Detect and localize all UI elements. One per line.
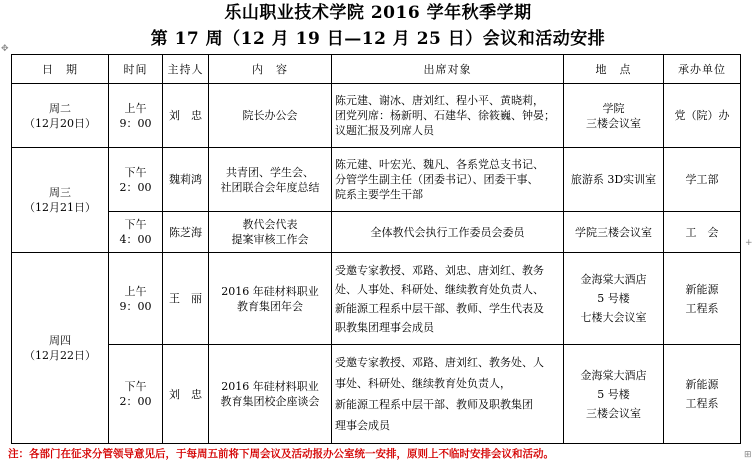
header-attendees: 出席对象 — [332, 55, 564, 84]
header-time: 时间 — [109, 55, 163, 84]
organizer-line: 工程系 — [685, 397, 719, 410]
location-cell — [564, 84, 664, 148]
organizer-line: 工程系 — [685, 301, 719, 315]
content-cell — [209, 148, 332, 212]
content-cell — [209, 345, 332, 444]
host-cell: 魏莉鸿 — [163, 148, 209, 212]
attendees-line: 陈元建、叶宏光、魏凡、各系党总支书记、 — [335, 158, 544, 171]
location-line: 三楼会议室 — [586, 406, 641, 420]
content-line: 提案审核工作会 — [231, 233, 309, 246]
host-cell: 陈芝海 — [163, 212, 209, 253]
location-cell — [564, 253, 664, 345]
organizer-cell — [664, 345, 741, 444]
header-date: 日 期 — [12, 55, 109, 84]
time-clock: 4：00 — [119, 233, 152, 246]
time-period: 上午 — [124, 101, 147, 115]
table-row — [12, 345, 741, 444]
attendees-cell — [332, 148, 564, 212]
host-cell: 刘 忠 — [163, 345, 209, 444]
time-period: 上午 — [124, 284, 147, 298]
attendees-cell — [332, 345, 564, 444]
location-line: 三楼会议室 — [586, 116, 641, 130]
attendees-line: 新能源工程系中层干部、教师、学生代表及 — [335, 301, 544, 315]
content-cell — [209, 253, 332, 345]
location-line: 七楼大会议室 — [580, 311, 647, 324]
host-cell: 刘 忠 — [163, 84, 209, 148]
time-period: 下午 — [124, 218, 147, 231]
title-line-2: 第 17 周（12 月 19 日—12 月 25 日）会议和活动安排 — [150, 29, 606, 49]
move-handle-icon[interactable]: ✥ — [1, 44, 9, 54]
location-cell: 旅游系 3D实训室 — [564, 148, 664, 212]
date-cell — [12, 148, 109, 253]
attendees-cell — [332, 84, 564, 148]
attendees-line: 议题汇报及列席人员 — [335, 124, 434, 137]
attendees-line: 分管学生副主任（团委书记）、团委干事、 — [335, 173, 539, 186]
attendees-line: 陈元建、谢冰、唐刘红、程小平、黄晓莉， — [335, 94, 544, 107]
footer-note: 注：各部门在征求分管领导意见后，于每周五前将下周会议及活动报办公室统一安排，原则上不临时安排会议和活动。 — [8, 448, 554, 460]
content-line: 共青团、学生会、 — [226, 165, 314, 179]
attendees-line: 事处、科研处、继续教育处负责人， — [335, 377, 511, 390]
attendees-line: 院系主要学生干部 — [335, 188, 423, 201]
location-line: 5 号楼 — [597, 292, 630, 305]
content-line: 教代会代表 — [242, 218, 298, 231]
content-cell: 院长办公会 — [209, 84, 332, 148]
day-label: 周二 — [49, 101, 71, 115]
attendees-line: 受邀专家教授、邓路、唐刘红、教务处、人 — [335, 356, 544, 369]
organizer-cell: 工 会 — [664, 212, 741, 253]
date-cell — [12, 84, 109, 148]
attendees-line: 新能源工程系中层干部、教师及职教集团 — [335, 398, 533, 411]
time-cell — [109, 345, 163, 444]
organizer-cell: 学工部 — [664, 148, 741, 212]
time-period: 下午 — [124, 380, 147, 393]
table-row — [12, 253, 741, 345]
attendees-cell — [332, 253, 564, 345]
header-host: 主持人 — [163, 55, 209, 84]
resize-handle-icon[interactable]: ⊞ — [744, 450, 752, 460]
header-location: 地 点 — [564, 55, 664, 84]
attendees-line: 团党列席：杨新明、石建华、徐筱巍、钟晏； — [335, 109, 555, 122]
organizer-line: 新能源 — [685, 378, 719, 391]
date-label: （12月20日） — [24, 116, 96, 130]
add-column-icon[interactable]: + — [745, 238, 753, 248]
content-line: 教育集团年会 — [237, 299, 303, 313]
schedule-table — [11, 54, 741, 444]
location-cell — [564, 345, 664, 444]
title-line-1: 乐山职业技术学院 2016 学年秋季学期 — [224, 3, 532, 23]
time-clock: 9：00 — [119, 299, 152, 313]
time-cell — [109, 148, 163, 212]
attendees-line: 职教集团理事会成员 — [335, 320, 434, 334]
date-label: （12月21日） — [24, 201, 96, 214]
time-cell — [109, 212, 163, 253]
location-line: 学院 — [602, 101, 625, 115]
attendees-line: 处、人事处、科研处、继续教育处负责人、 — [335, 282, 544, 296]
organizer-cell: 党（院）办 — [664, 84, 741, 148]
time-clock: 2：00 — [119, 395, 152, 408]
table-row — [12, 212, 741, 253]
organizer-cell — [664, 253, 741, 345]
date-cell — [12, 253, 109, 444]
content-line: 2016 年硅材料职业 — [221, 284, 319, 298]
organizer-line: 新能源 — [685, 282, 719, 296]
location-line: 金海棠大酒店 — [580, 368, 647, 382]
attendees-line: 受邀专家教授、邓路、刘忠、唐刘红、教务 — [335, 263, 544, 277]
location-line: 金海棠大酒店 — [580, 273, 647, 286]
content-line: 社团联合会年度总结 — [220, 180, 320, 194]
day-label: 周三 — [49, 186, 71, 199]
time-cell — [109, 253, 163, 345]
location-line: 5 号楼 — [597, 387, 630, 401]
header-content: 内 容 — [209, 55, 332, 84]
table-row — [12, 148, 741, 212]
time-clock: 2：00 — [119, 180, 152, 194]
content-line: 2016 年硅材料职业 — [221, 380, 319, 393]
content-line: 教育集团校企座谈会 — [220, 395, 320, 408]
location-cell: 学院三楼会议室 — [564, 212, 664, 253]
attendees-cell: 全体教代会执行工作委员会委员 — [332, 212, 564, 253]
host-cell: 王 丽 — [163, 253, 209, 345]
table-row — [12, 84, 741, 148]
time-cell — [109, 84, 163, 148]
time-period: 下午 — [124, 165, 147, 179]
header-row — [12, 55, 741, 84]
header-organizer: 承办单位 — [664, 55, 741, 84]
time-clock: 9：00 — [119, 116, 152, 130]
attendees-line: 理事会成员 — [335, 419, 390, 432]
content-cell — [209, 212, 332, 253]
day-label: 周四 — [49, 334, 71, 347]
date-label: （12月22日） — [24, 349, 96, 362]
